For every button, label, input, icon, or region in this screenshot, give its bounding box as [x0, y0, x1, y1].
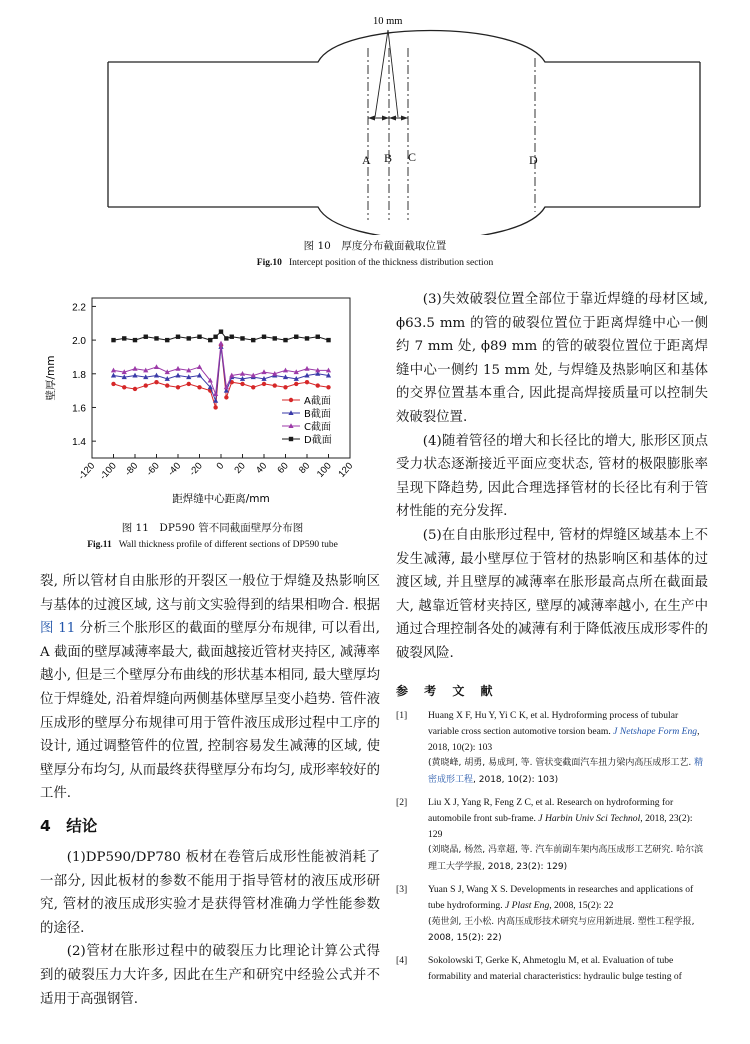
data-point — [305, 336, 309, 340]
tube-lower-outline — [108, 207, 700, 235]
data-point — [165, 383, 169, 387]
data-point — [224, 395, 228, 399]
conclusion-2: (2)管材在胀形过程中的破裂压力比理论计算公式得到的破裂压力大许多, 因此在生产和研究中经验公式并不适用于高强钢管. — [40, 944, 380, 1007]
data-point — [154, 336, 158, 340]
reference-item: [2] Liu X J, Yang R, Feng Z C, et al. Research on hydroforming for automobile front sub-frame. J Harbin Univ Sci Technol, 2018, 23(2): 129 (刘晓晶, 杨然, 冯章超, 等. 汽车前副车架内高压成形工艺研究. 哈尔滨理工大学学报, 2018, 23(2): 129) — [396, 796, 704, 873]
data-point — [316, 335, 320, 339]
data-point — [218, 341, 223, 346]
references-heading: 参 考 文 献 — [396, 684, 499, 698]
fig11-caption-en — [40, 540, 385, 550]
reference-item: [3] Yuan S J, Wang X S. Developments in researches and applications of tube hydroforming. J Plast Eng, 2008, 15(2): 22 (苑世剑, 王小松. 内高压成形技术研究与应用新进展. 塑性工程学报, 2008, 15(2): 22) — [396, 883, 695, 944]
reference-list — [396, 708, 708, 985]
data-point — [240, 382, 244, 386]
data-point — [326, 385, 330, 389]
data-point — [251, 385, 255, 389]
data-point — [224, 336, 228, 340]
reference-item: [1] Huang X F, Hu Y, Yi C K, et al. Hydroforming process of tubular variable cross section automotive torsion beam. J Netshape Form Eng, 2018, 10(2): 103 (黄晓峰, 胡勇, 易成珂, 等. 管状变截面汽车扭力梁内高压成形工艺. 精密成形工程, 2018, 10(2): 103) — [396, 710, 704, 786]
x-tick-label: -100 — [97, 460, 119, 483]
fig11-caption-en-label: Fig.11 — [87, 540, 112, 550]
journal-link[interactable]: J Netshape Form Eng — [613, 725, 698, 737]
right-column — [396, 288, 708, 666]
left-column — [40, 570, 380, 1011]
x-tick-label: 60 — [275, 460, 291, 476]
data-point — [111, 338, 115, 342]
data-point — [187, 382, 191, 386]
conclusion-1: (1)DP590/DP780 板材在卷管后成形性能被消耗了一部分, 因此板材的参数不能用于指导管材的液压成形研究, 管材的液压成形实验才是获得管材准确力学性能参数的途径. — [40, 849, 380, 936]
data-point — [251, 338, 255, 342]
reference-item: [4] Sokolowski T, Gerke K, Ahmetoglu M, et al. Evaluation of tube formability and material characteristics: hydraulic bulge testing of — [396, 955, 682, 982]
data-point — [304, 366, 309, 371]
paragraph-analysis: 裂, 所以管材自由胀形的开裂区一般位于焊缝及热影响区与基体的过渡区域, 这与前文实验得到的结果相吻合. 根据图 11 分析三个胀形区的截面的壁厚分布规律, 可以看出, A 截面的壁厚减薄率最大, 截面越接近管材夹持区, 减薄率越小, 但是三个壁厚分布曲线的形状基本相同, 最大壁厚均位于焊缝处, 沿着焊缝向两侧基体壁厚呈变小趋势. 管件液压成形的壁厚分布规律可用于管件液压成形过程中工序的设计, 通过调整管件的位置, 控制容易发生减薄的区域, 使壁厚分布均匀, 从而最终获得壁厚分布均匀, 成形率较好的工件. — [40, 574, 381, 802]
section-label-d: D — [529, 153, 538, 167]
legend-marker — [289, 437, 293, 441]
legend-label: B截面 — [304, 409, 331, 420]
data-point — [262, 382, 266, 386]
x-axis-label: 距焊缝中心距离/mm — [172, 493, 270, 505]
data-point — [133, 338, 137, 342]
data-point — [261, 369, 266, 374]
figure-10-tube-diagram — [0, 0, 750, 235]
data-point — [165, 338, 169, 342]
data-point — [133, 387, 137, 391]
y-tick-label: 1.6 — [72, 403, 86, 415]
data-point — [111, 382, 115, 386]
y-tick-label: 1.8 — [72, 369, 86, 381]
data-point — [273, 383, 277, 387]
conclusion-4: (4)随着管径的增大和长径比的增大, 胀形区顶点受力状态逐渐接近平面应变状态, 管材的极限膨胀率呈现下降趋势, 因此合理选择管材的长径比有利于管材性能的充分发挥. — [396, 433, 708, 520]
section-label-c: C — [408, 150, 417, 164]
y-tick-label: 2.2 — [72, 302, 86, 314]
data-point — [154, 373, 159, 378]
data-point — [213, 405, 217, 409]
data-point — [111, 368, 116, 373]
plot-frame — [92, 298, 350, 458]
section-label-a: A — [362, 153, 371, 167]
x-tick-label: 100 — [314, 460, 334, 480]
data-point — [219, 329, 223, 333]
data-point — [197, 373, 202, 378]
x-tick-label: -40 — [165, 460, 184, 479]
fig10-caption-en-text: Intercept position of the thickness distribution section — [288, 258, 494, 268]
data-point — [122, 336, 126, 340]
fig11-caption-cn: 图 11 DP590 管不同截面壁厚分布图 — [121, 522, 304, 534]
data-point — [294, 382, 298, 386]
data-point — [208, 338, 212, 342]
x-tick-label: 20 — [232, 460, 248, 476]
data-point — [240, 336, 244, 340]
data-point — [144, 383, 148, 387]
data-point — [197, 385, 201, 389]
data-point — [122, 385, 126, 389]
x-tick-label: 120 — [336, 460, 356, 480]
data-point — [175, 366, 180, 371]
journal-link-cn[interactable]: 精密成形工程 — [428, 758, 704, 786]
fig10-caption-cn: 图 10 厚度分布截面截取位置 — [303, 240, 447, 252]
data-point — [213, 335, 217, 339]
data-point — [197, 335, 201, 339]
dimension-label: 10 mm — [373, 16, 403, 27]
data-point — [111, 373, 116, 378]
data-point — [154, 380, 158, 384]
legend-label: C截面 — [304, 422, 331, 433]
data-point — [262, 335, 266, 339]
x-tick-label: 40 — [253, 460, 270, 476]
fig10-caption-en — [0, 258, 750, 268]
x-tick-label: -120 — [76, 460, 98, 483]
data-point — [240, 371, 245, 376]
x-tick-label: -80 — [122, 460, 141, 479]
data-point — [283, 385, 287, 389]
y-tick-label: 2.0 — [72, 336, 86, 348]
data-point — [154, 364, 159, 369]
x-tick-label: 0 — [214, 460, 227, 472]
x-tick-label: -60 — [144, 460, 162, 479]
data-point — [283, 368, 288, 373]
conclusion-3: (3)失效破裂位置全部位于靠近焊缝的母材区域, ϕ63.5 mm 的管的破裂位置位于距离焊缝中心一侧约 7 mm 处, ϕ89 mm 的管的破裂位置位于距离焊缝中心一侧约 15 mm 处, 与焊缝及热影响区和基体的交界位置基本重合, 因此提高焊接质量可以控制失效破裂位置. — [396, 292, 708, 425]
x-tick-label: 80 — [296, 460, 313, 476]
data-point — [230, 335, 234, 339]
section-heading-conclusion: 4 结论 — [40, 816, 98, 835]
conclusion-5: (5)在自由胀形过程中, 管材的焊缝区域基本上不发生减薄, 最小壁厚位于管材的热影响区和基体的过渡区域, 并且壁厚的减薄率在胀形最高点所在截面最大, 越靠近管材夹持区, 壁厚的减薄率越小, 在生产中通过合理控制各处的减薄有利于降低液压成形零件的破裂风险. — [396, 527, 708, 661]
data-point — [283, 338, 287, 342]
data-point — [176, 335, 180, 339]
data-point — [175, 373, 180, 378]
data-point — [187, 336, 191, 340]
data-point — [316, 383, 320, 387]
tube-upper-outline — [108, 31, 700, 63]
figure-11-chart — [40, 288, 385, 516]
legend-label: D截面 — [304, 435, 332, 446]
legend-label: A截面 — [304, 396, 331, 407]
data-point — [197, 364, 202, 369]
section-label-b: B — [384, 151, 393, 165]
data-point — [176, 385, 180, 389]
y-tick-label: 1.4 — [72, 437, 86, 449]
figure-11-link[interactable]: 图 11 — [40, 621, 76, 637]
data-point — [144, 335, 148, 339]
data-point — [132, 373, 137, 378]
legend-marker — [289, 398, 293, 402]
fig10-caption-en-label: Fig.10 — [256, 258, 282, 268]
y-axis-label: 壁厚/mm — [45, 355, 57, 401]
x-tick-label: -20 — [187, 460, 205, 479]
data-point — [132, 366, 137, 371]
fig11-caption-en-text: Wall thickness profile of different sections of DP590 tube — [118, 540, 338, 550]
data-point — [273, 336, 277, 340]
data-point — [305, 380, 309, 384]
data-point — [326, 338, 330, 342]
data-point — [294, 335, 298, 339]
